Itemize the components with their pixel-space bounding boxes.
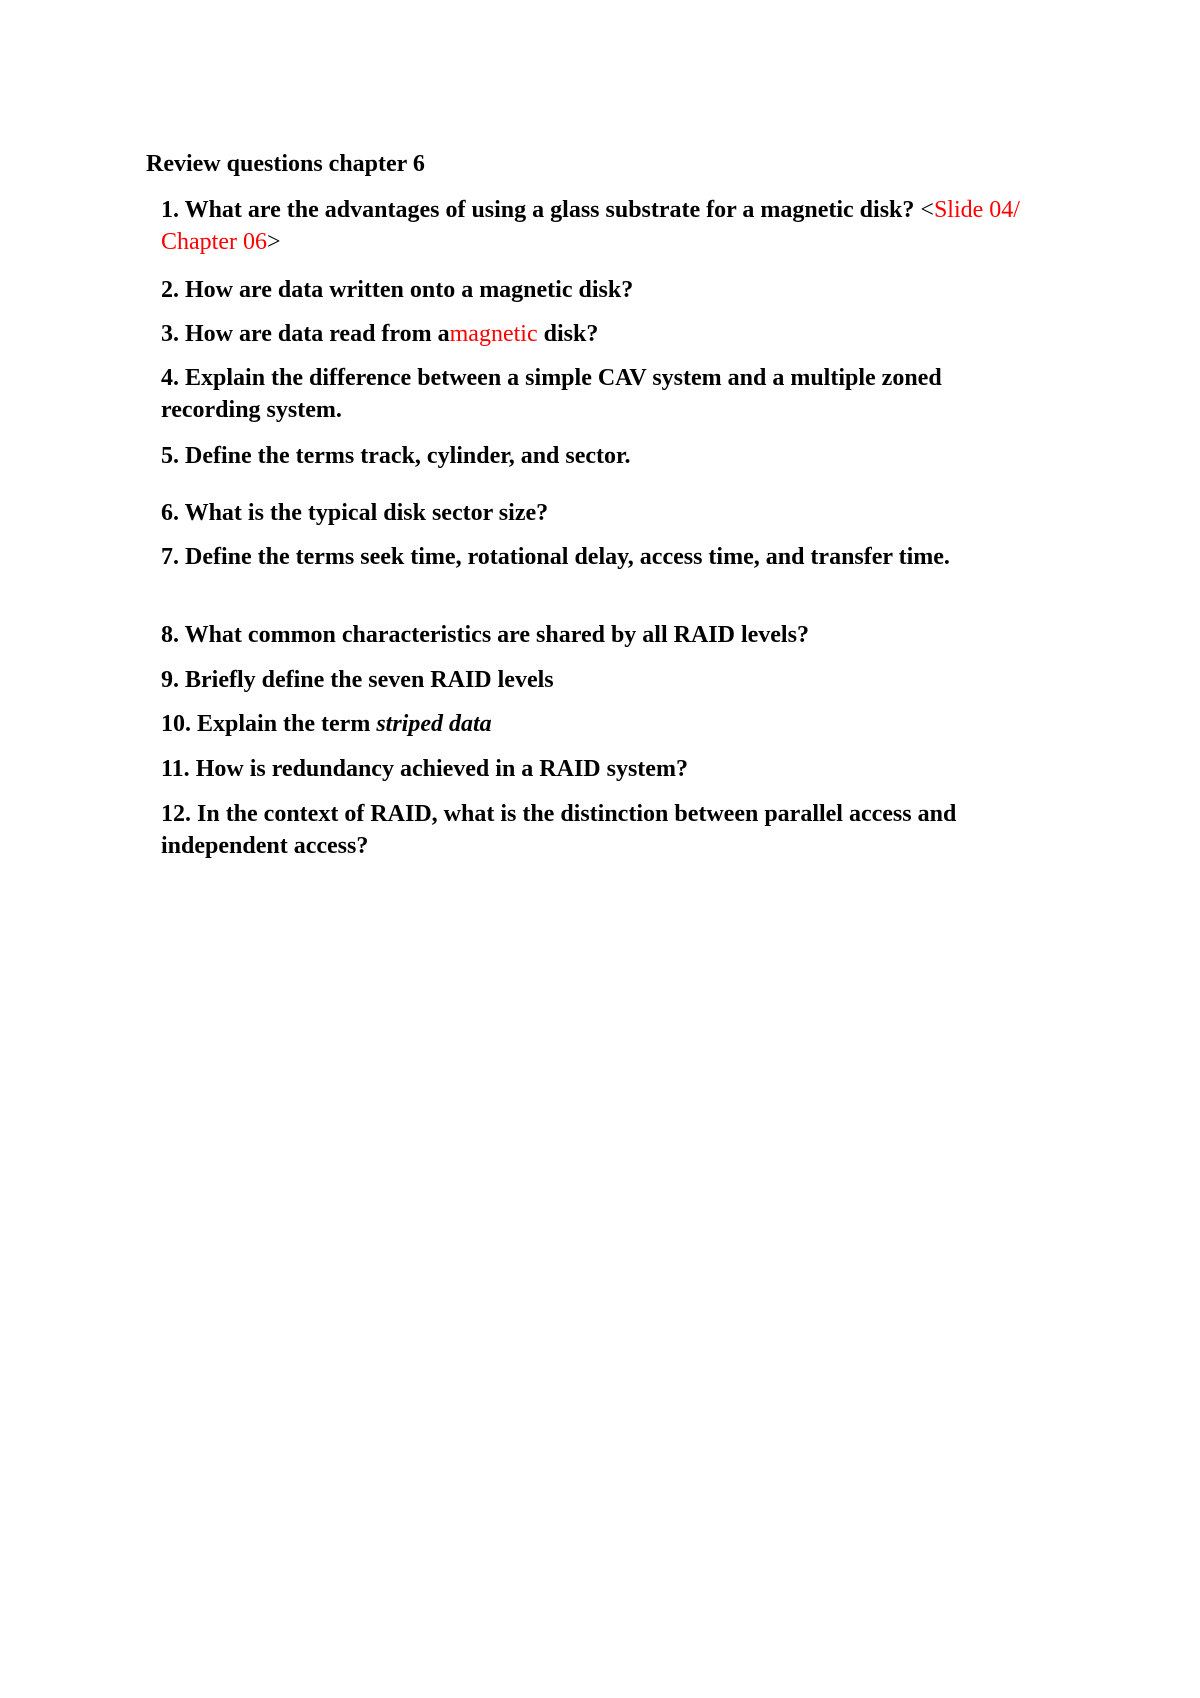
page-title: Review questions chapter 6 [146, 151, 425, 177]
question-text: What common characteristics are shared by all RAID levels? [184, 622, 809, 648]
question-9 [161, 664, 1041, 696]
question-number: 11. [161, 756, 190, 782]
question-3 [161, 318, 1041, 350]
question-6 [161, 497, 1041, 529]
question-number: 1. [161, 197, 179, 223]
question-text: How is redundancy achieved in a RAID system? [195, 756, 688, 782]
question-10 [161, 708, 1041, 740]
question-text: What is the typical disk sector size? [184, 500, 549, 526]
question-8 [161, 619, 1041, 651]
question-text: In the context of RAID, what is the distinction between parallel access and independent access? [161, 801, 957, 859]
question-5 [161, 440, 1041, 472]
question-text: Define the terms seek time, rotational delay, access time, and transfer time. [185, 544, 950, 570]
question-12 [161, 798, 1041, 862]
question-number: 9. [161, 667, 179, 693]
slide-reference: <Slide 04/ Chapter 06> [161, 197, 1020, 255]
question-4 [161, 362, 1041, 426]
question-text: Explain the difference between a simple CAV system and a multiple zoned recording system. [161, 365, 942, 423]
question-number: 2. [161, 277, 179, 303]
question-2 [161, 274, 1041, 306]
emphasized-term: striped data [376, 711, 492, 737]
question-number: 3. [161, 321, 179, 347]
question-text: Briefly define the seven RAID levels [185, 667, 554, 693]
question-number: 6. [161, 500, 179, 526]
highlighted-word: magnetic [449, 321, 538, 347]
question-text-after: disk? [543, 321, 599, 347]
question-number: 12. [161, 801, 191, 827]
question-text: How are data written onto a magnetic disk? [185, 277, 634, 303]
question-7 [161, 541, 1041, 573]
question-number: 10. [161, 711, 191, 737]
question-number: 8. [161, 622, 179, 648]
question-11 [161, 753, 1041, 785]
question-number: 4. [161, 365, 179, 391]
question-text: What are the advantages of using a glass substrate for a magnetic disk? [184, 197, 915, 223]
question-text: Define the terms track, cylinder, and sector. [185, 443, 631, 469]
question-text: Explain the term [197, 711, 371, 737]
question-number: 7. [161, 544, 179, 570]
question-1 [161, 194, 1041, 258]
question-text-before: How are data read from a [185, 321, 450, 347]
question-number: 5. [161, 443, 179, 469]
